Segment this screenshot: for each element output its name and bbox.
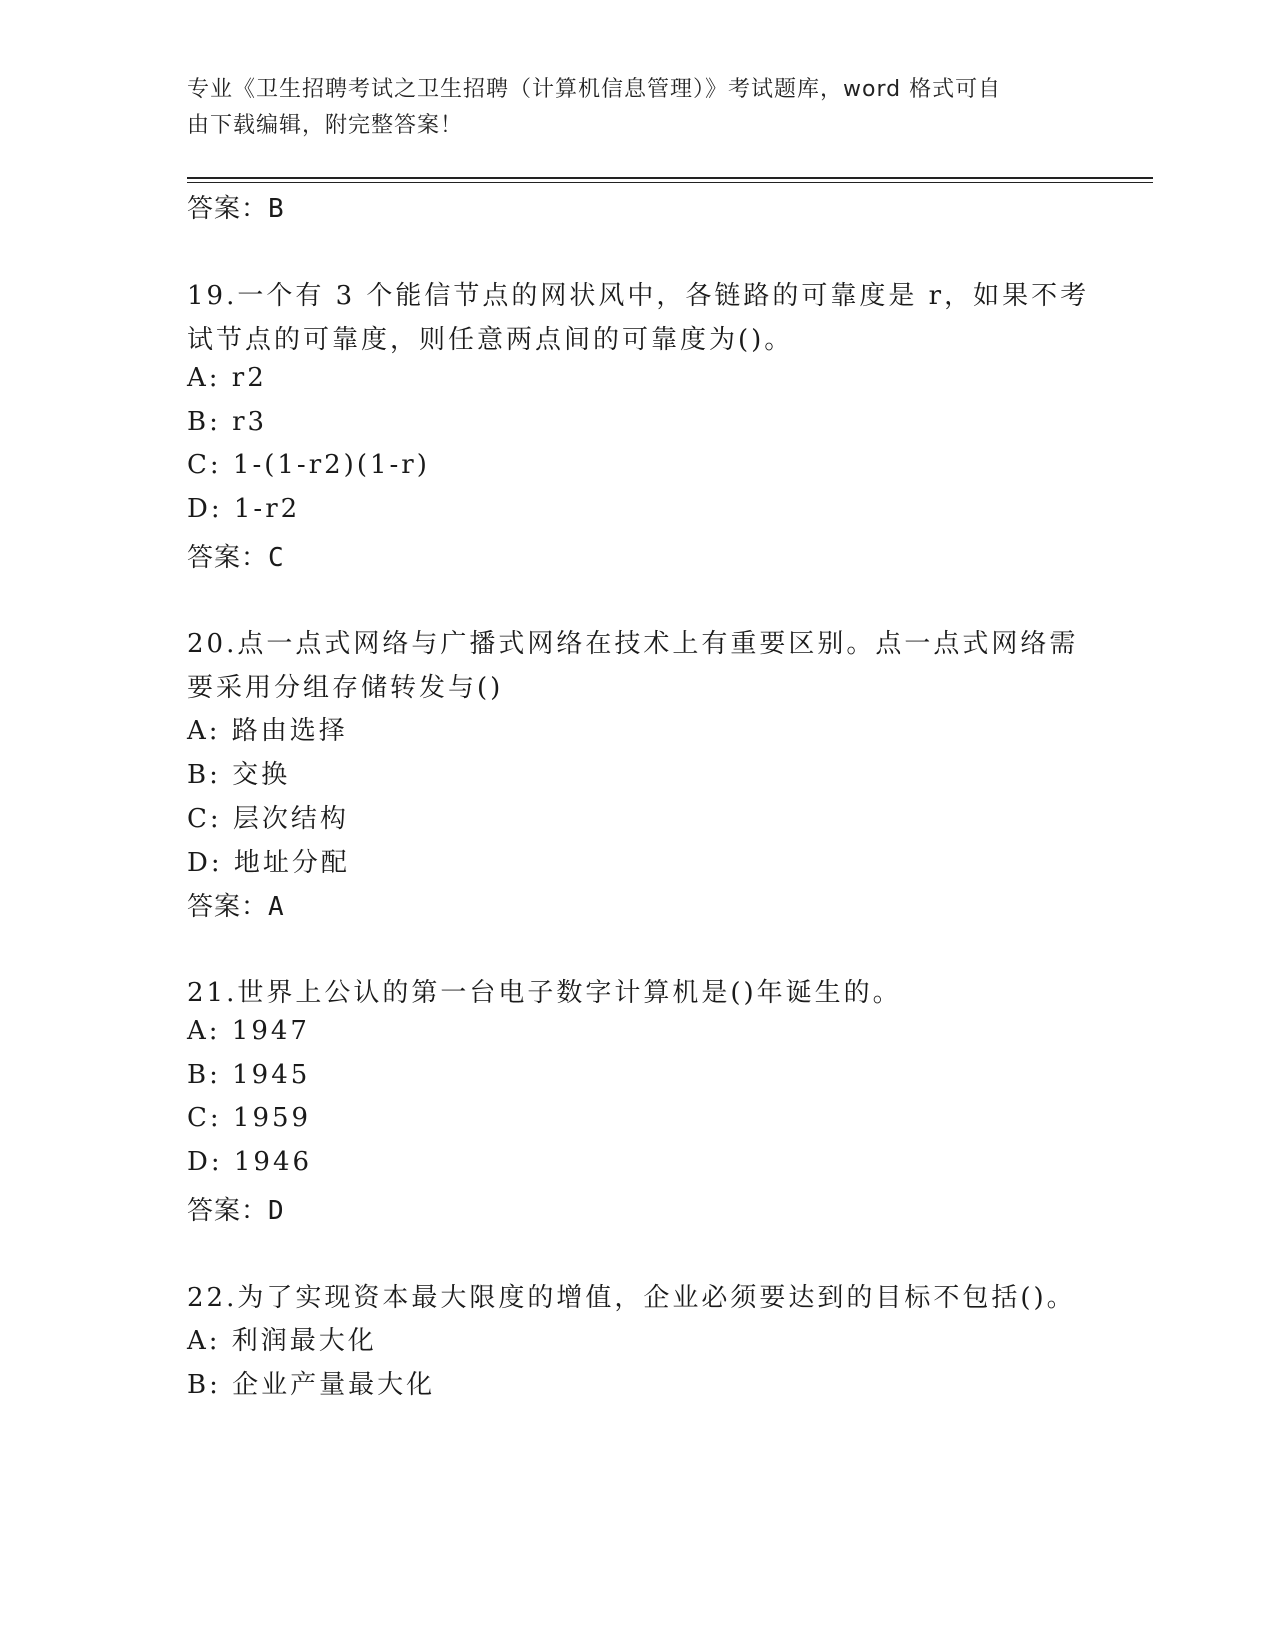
question-19-option-a: A: r2 (187, 363, 267, 393)
question-21-option-a: A: 1947 (187, 1016, 310, 1046)
header-rule-thick (187, 177, 1153, 179)
question-21-answer: 答案：D (187, 1196, 285, 1226)
question-19-option-c: C: 1-(1-r2)(1-r) (187, 450, 430, 480)
header-line-2: 由下载编辑，附完整答案！ (187, 113, 464, 138)
question-22-option-b: B: 企业产量最大化 (187, 1370, 436, 1400)
question-21-option-b: B: 1945 (187, 1060, 311, 1090)
question-20-answer: 答案：A (187, 892, 285, 922)
question-19-option-b: B: r3 (187, 407, 268, 437)
question-21-stem-line-1: 21.世界上公认的第一台电子数字计算机是()年诞生的。 (187, 978, 902, 1008)
question-21-option-c: C: 1959 (187, 1103, 312, 1133)
question-22-option-a: A: 利润最大化 (187, 1326, 377, 1356)
question-21-option-d: D: 1946 (187, 1147, 313, 1177)
question-20-stem-line-2: 要采用分组存储转发与() (187, 673, 504, 703)
header-line-1: 专业《卫生招聘考试之卫生招聘（计算机信息管理）》考试题库，word 格式可自 (187, 77, 1002, 102)
question-20-option-b: B: 交换 (187, 760, 291, 790)
question-22-stem-line-1: 22.为了实现资本最大限度的增值，企业必须要达到的目标不包括()。 (187, 1283, 1076, 1313)
document-header (187, 72, 1067, 144)
question-20-option-d: D: 地址分配 (187, 848, 350, 878)
question-19-option-d: D: 1-r2 (187, 494, 301, 524)
question-19-stem-line-1: 19.一个有 3 个能信节点的网状风中，各链路的可靠度是 r，如果不考 (187, 281, 1090, 311)
answer-previous: 答案：B (187, 194, 285, 224)
question-20-stem-line-1: 20.点一点式网络与广播式网络在技术上有重要区别。点一点式网络需 (187, 629, 1079, 659)
question-20-option-c: C: 层次结构 (187, 804, 349, 834)
header-rule-thin (187, 182, 1153, 183)
question-19-stem-line-2: 试节点的可靠度，则任意两点间的可靠度为()。 (187, 325, 794, 355)
question-20-option-a: A: 路由选择 (187, 716, 348, 746)
question-19-answer: 答案：C (187, 543, 285, 573)
